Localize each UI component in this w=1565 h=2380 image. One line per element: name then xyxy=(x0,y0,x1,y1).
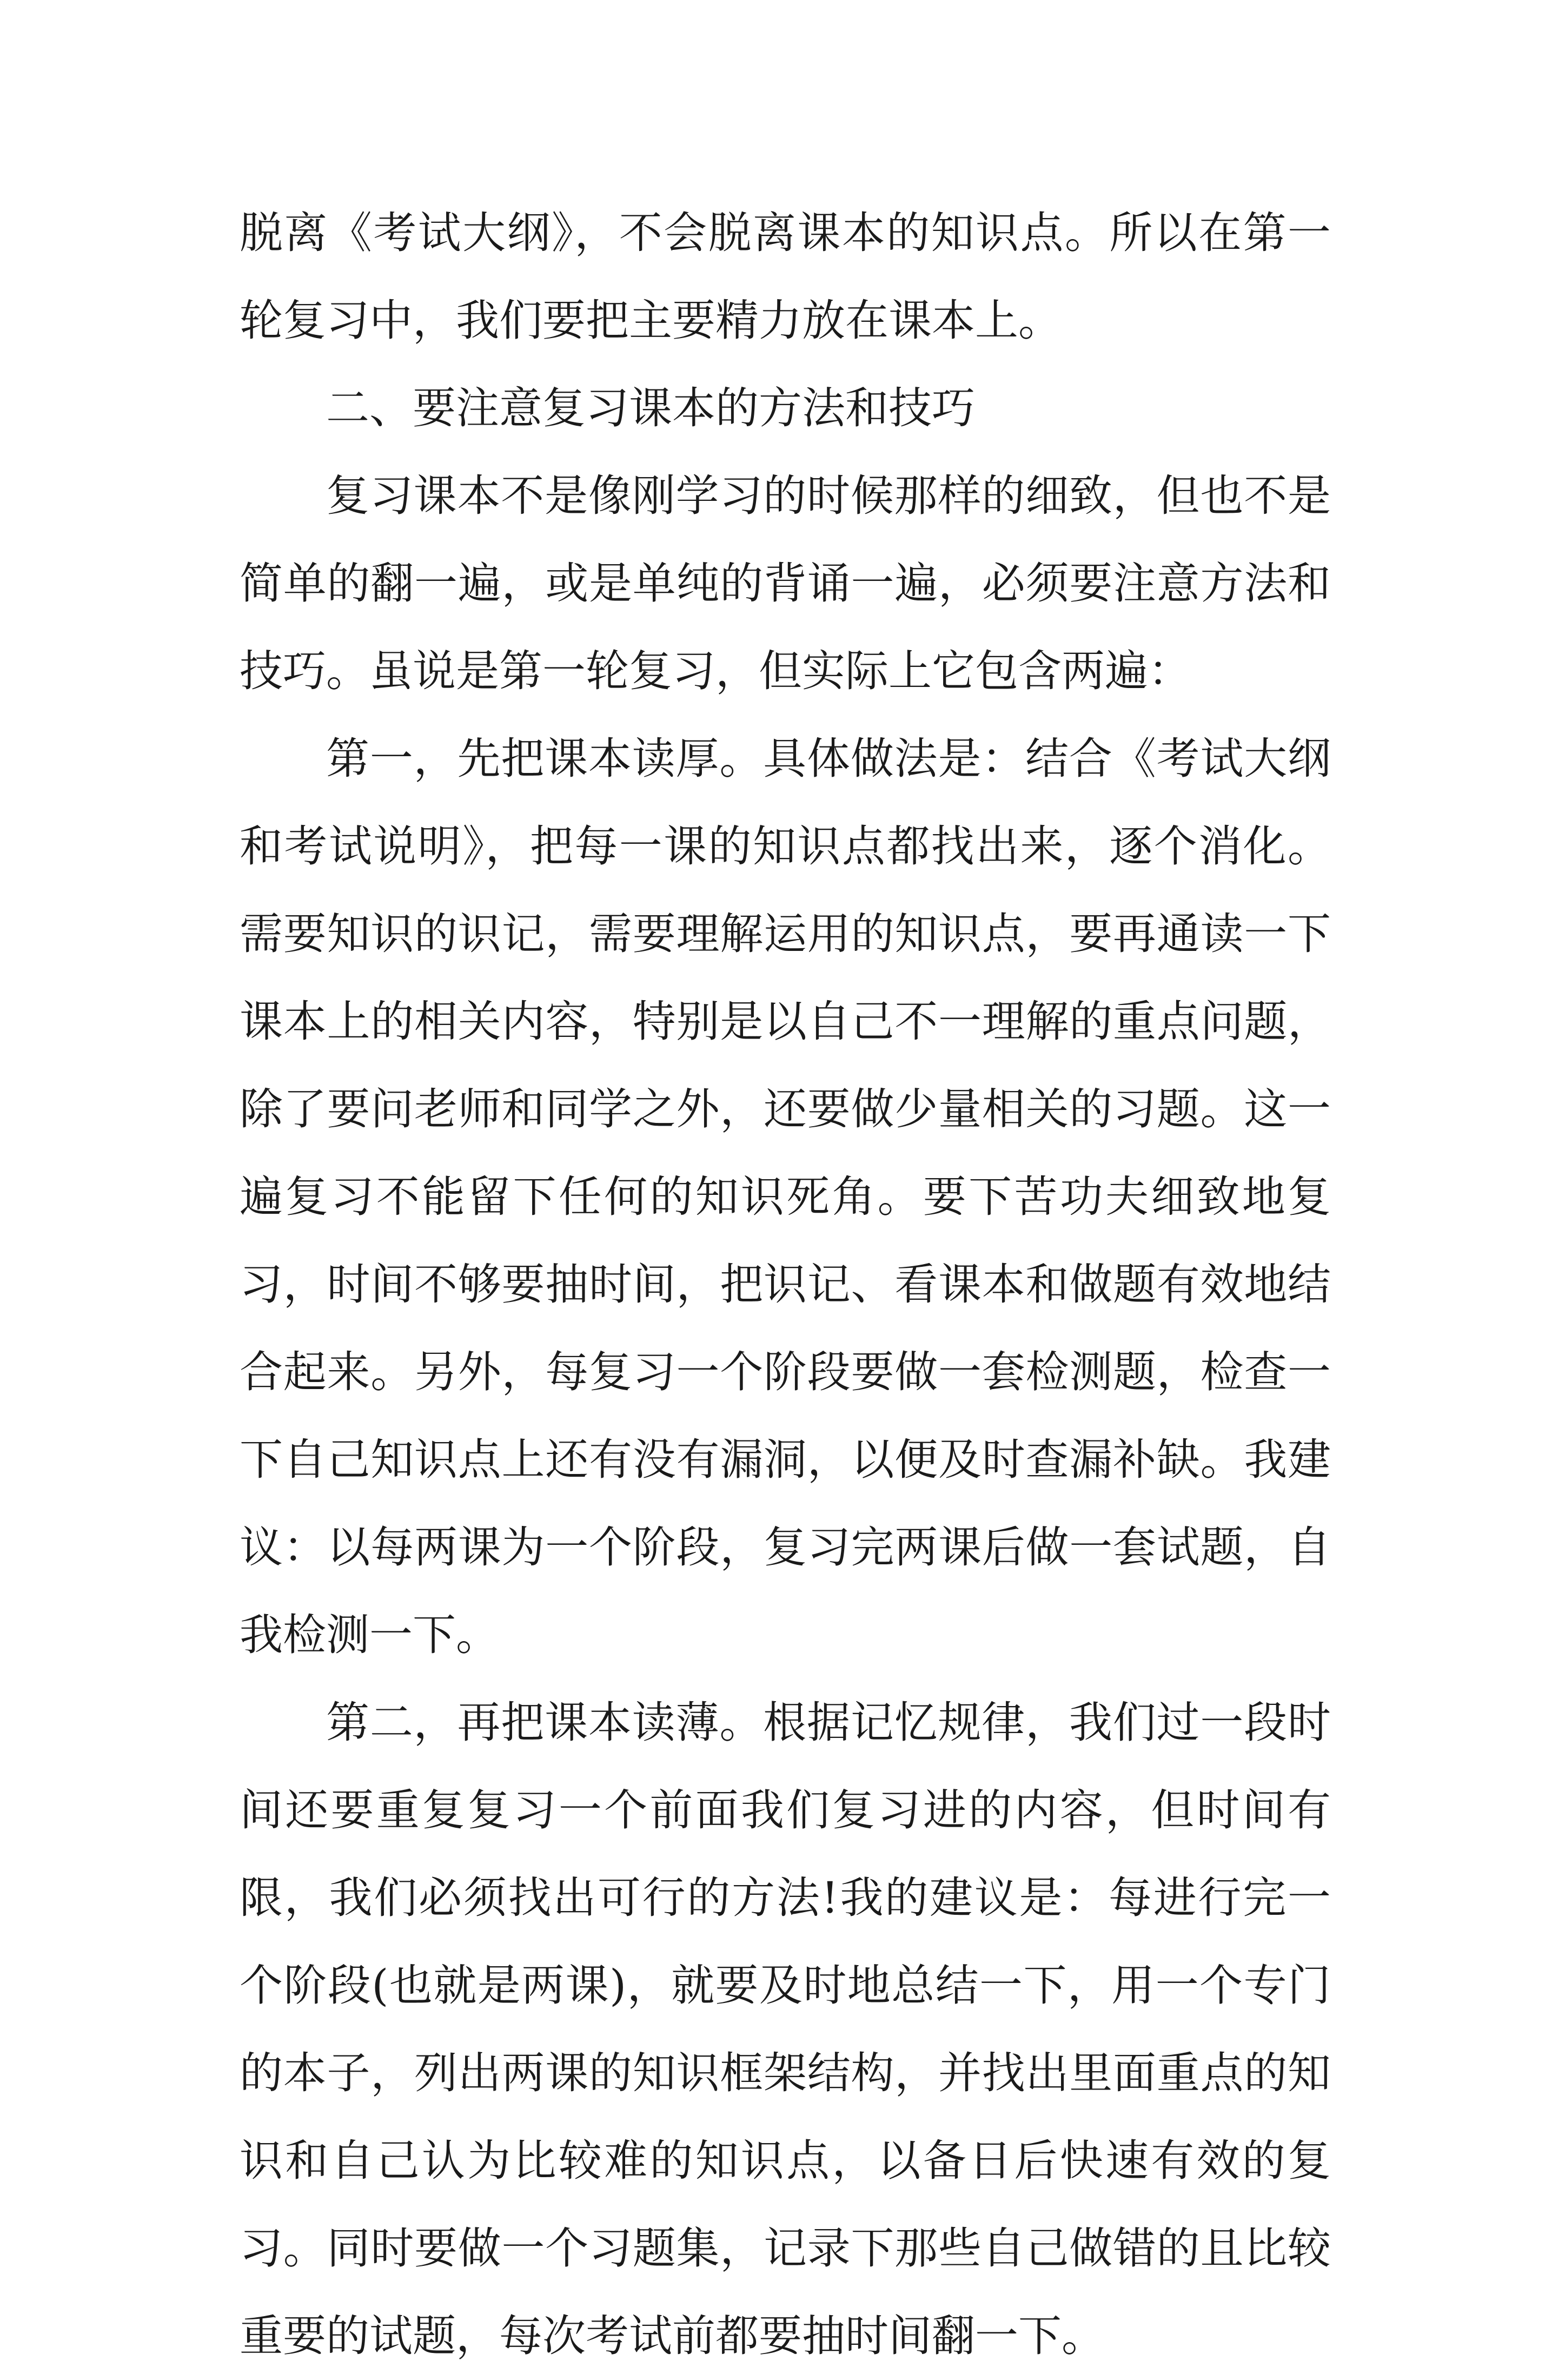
paragraph-continuation: 脱离《考试大纲》，不会脱离课本的知识点。所以在第一轮复习中，我们要把主要精力放在课本上。 xyxy=(240,208,1331,346)
document-body xyxy=(240,189,1331,2380)
section-heading: 二、要注意复习课本的方法和技巧 xyxy=(326,383,975,433)
paragraph-step-one: 第一，先把课本读厚。具体做法是：结合《考试大纲和考试说明》，把每一课的知识点都找出来，逐个消化。需要知识的识记，需要理解运用的知识点，要再通读一下课本上的相关内容，特别是以自己不一理解的重点问题，除了要问老师和同学之外，还要做少量相关的习题。这一遍复习不能留下任何的知识死角。要下苦功夫细致地复习，时间不够要抽时间，把识记、看课本和做题有效地结合起来。另外，每复习一个阶段要做一套检测题，检查一下自己知识点上还有没有漏洞，以便及时查漏补缺。我建议：以每两课为一个阶段，复习完两课后做一套试题，自我检测一下。 xyxy=(240,733,1331,1660)
paragraph-intro: 复习课本不是像刚学习的时候那样的细致，但也不是简单的翻一遍，或是单纯的背诵一遍，必须要注意方法和技巧。虽说是第一轮复习，但实际上它包含两遍： xyxy=(240,471,1331,696)
paragraph-step-two: 第二，再把课本读薄。根据记忆规律，我们过一段时间还要重复复习一个前面我们复习进的内容，但时间有限，我们必须找出可行的方法!我的建议是：每进行完一个阶段(也就是两课)，就要及时地总结一下，用一个专门的本子，列出两课的知识框架结构，并找出里面重点的知识和自己认为比较难的知识点，以备日后快速有效的复习。同时要做一个习题集，记录下那些自己做错的且比较重要的试题，每次考试前都要抽时间翻一下。 xyxy=(240,1697,1331,2361)
